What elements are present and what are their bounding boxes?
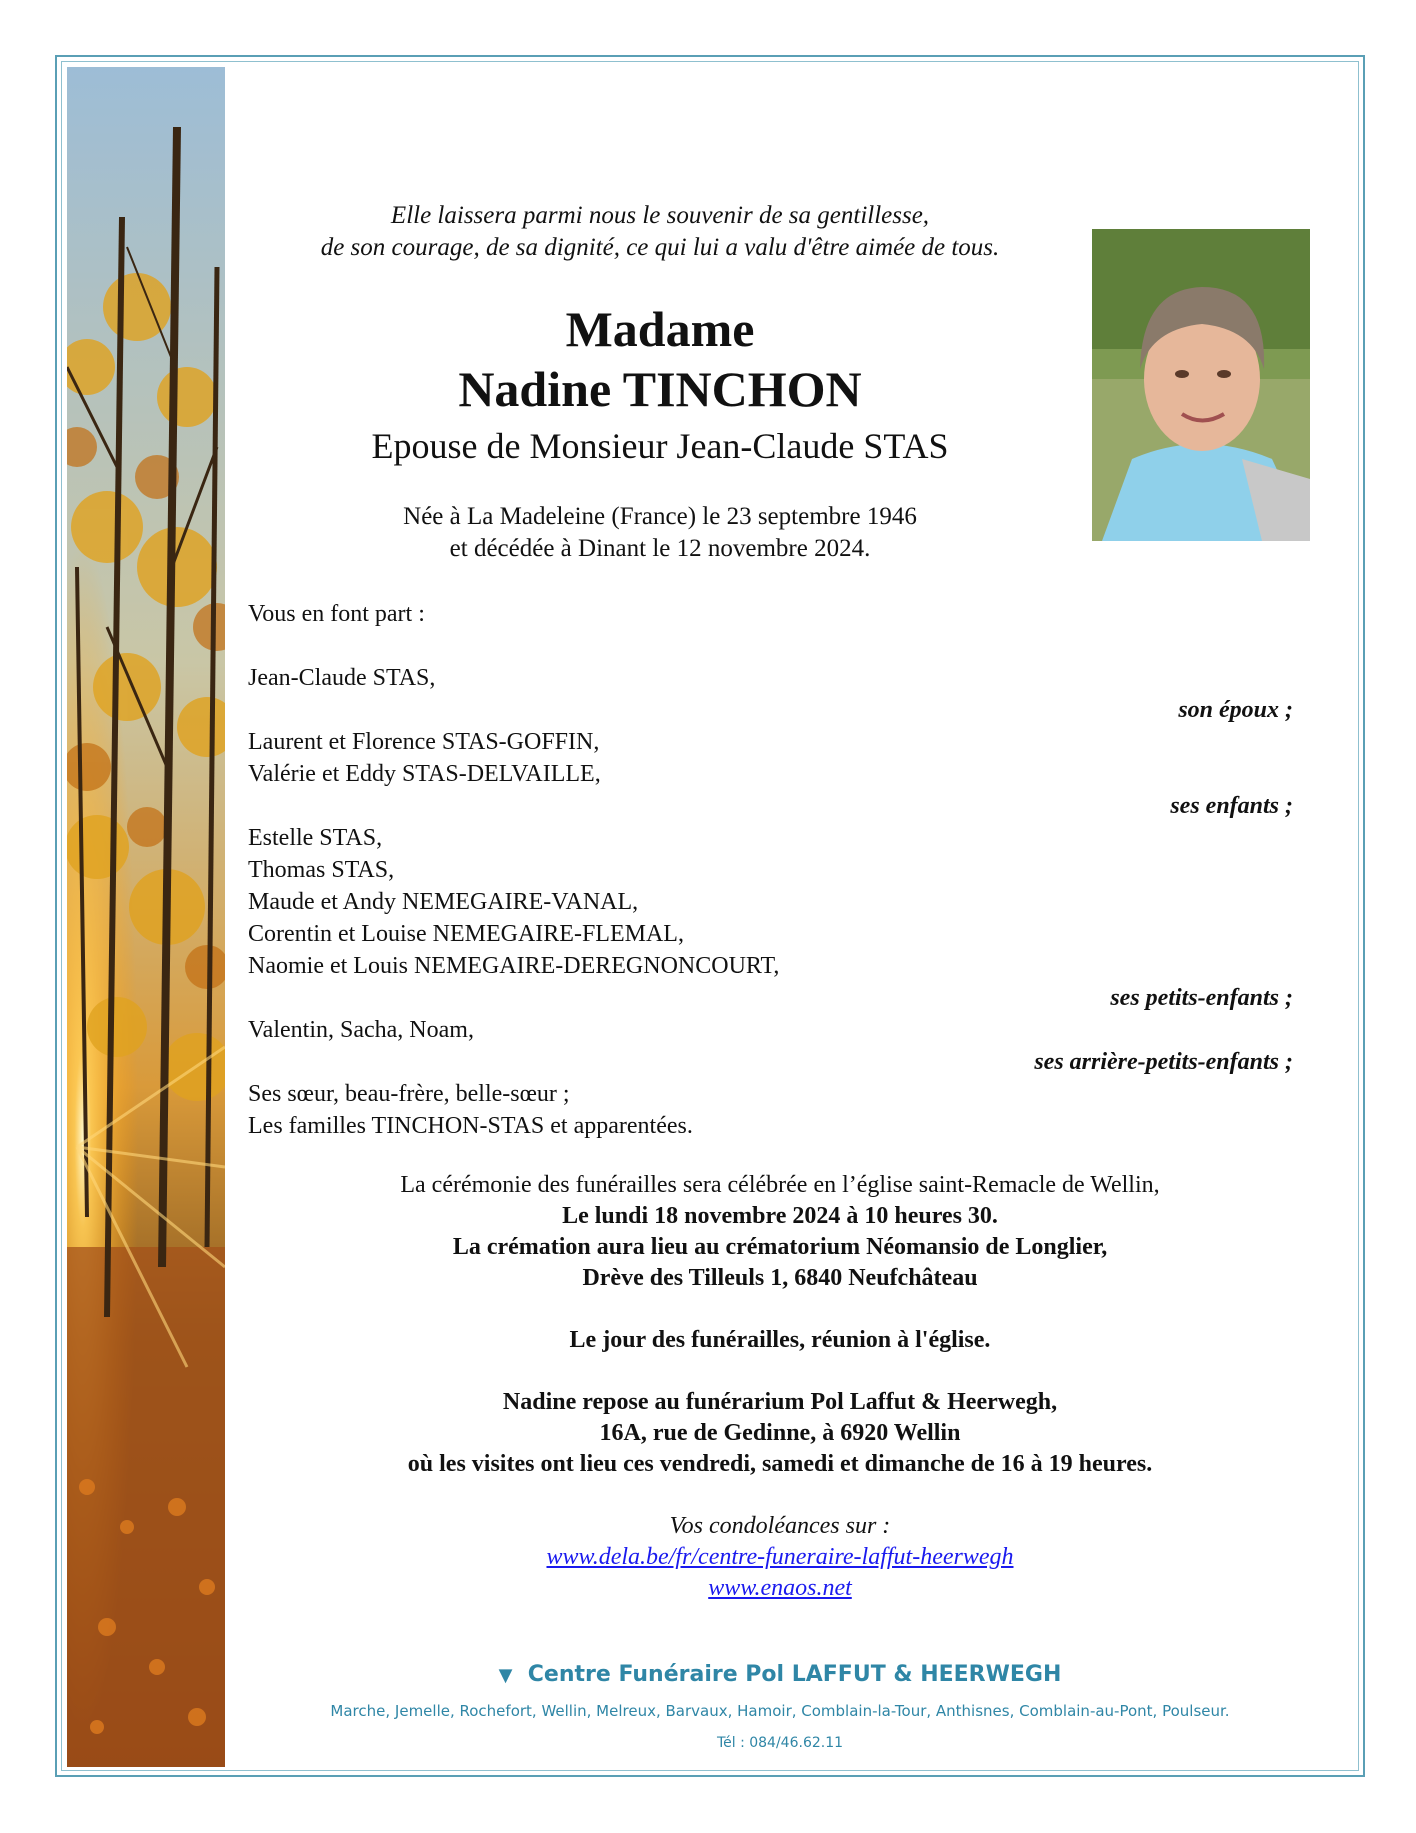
ceremony-line: La cérémonie des funérailles sera célébrée en l’église saint-Remacle de Wellin, [400, 1172, 1160, 1198]
rest-line-1: Nadine repose au funérarium Pol Laffut & Heerwegh, [502, 1389, 1058, 1415]
family-name: Maude et Andy NEMEGAIRE-VANAL, [248, 889, 639, 915]
relation-label: son époux ; [1178, 697, 1293, 723]
family-intro: Vous en font part : [248, 601, 425, 627]
condolences-link-enaos[interactable]: www.enaos.net [708, 1575, 852, 1601]
relation-label: ses enfants ; [1170, 793, 1293, 819]
family-name: Corentin et Louise NEMEGAIRE-FLEMAL, [248, 921, 684, 947]
family-other: Les familles TINCHON-STAS et apparentées. [248, 1113, 693, 1139]
death-line: et décédée à Dinant le 12 novembre 2024. [449, 535, 871, 562]
relation-label: ses arrière-petits-enfants ; [1034, 1049, 1293, 1075]
birth-line: Née à La Madeleine (France) le 23 septembre 1946 [403, 503, 917, 530]
deceased-title: Madame [565, 301, 755, 357]
ceremony-section [250, 1170, 1310, 1604]
company-label: Centre Funéraire Pol LAFFUT & HEERWEGH [527, 1662, 1062, 1687]
triangle-down-icon: ▼ [498, 1665, 513, 1686]
condolences-link-dela[interactable]: www.dela.be/fr/centre-funeraire-laffut-heerwegh [546, 1544, 1014, 1570]
relation-label: ses petits-enfants ; [1110, 985, 1293, 1011]
family-name: Valérie et Eddy STAS-DELVAILLE, [248, 761, 601, 787]
memorial-quote [250, 200, 1070, 264]
cremation-line: La crémation aura lieu au crématorium Néomansio de Longlier, [452, 1234, 1108, 1260]
family-name: Thomas STAS, [248, 857, 395, 883]
condolences-label: Vos condoléances sur : [669, 1513, 891, 1539]
family-name: Naomie et Louis NEMEGAIRE-DEREGNONCOURT, [248, 953, 780, 979]
rest-line-3: où les visites ont lieu ces vendredi, samedi et dimanche de 16 à 19 heures. [407, 1451, 1153, 1477]
spouse-line: Epouse de Monsieur Jean-Claude STAS [371, 426, 949, 466]
company-phone: Tél : 084/46.62.11 [716, 1735, 844, 1751]
family-name: Estelle STAS, [248, 825, 383, 851]
quote-line-1: Elle laissera parmi nous le souvenir de sa gentillesse, [390, 202, 930, 229]
deceased-name: Nadine TINCHON [458, 361, 862, 417]
birth-death-dates [250, 501, 1070, 565]
family-name: Laurent et Florence STAS-GOFFIN, [248, 729, 600, 755]
ceremony-date: Le lundi 18 novembre 2024 à 10 heures 30. [562, 1203, 998, 1229]
condolences-section [250, 1511, 1310, 1604]
family-section [248, 598, 1293, 1142]
company-locations: Marche, Jemelle, Rochefort, Wellin, Melreux, Barvaux, Hamoir, Comblain-la-Tour, Anthisnes, Comblain-au-Pont, Poulseur. [330, 1702, 1230, 1720]
family-name: Valentin, Sacha, Noam, [248, 1017, 474, 1043]
reunion-line: Le jour des funérailles, réunion à l'église. [569, 1327, 991, 1353]
family-name: Jean-Claude STAS, [248, 665, 436, 691]
autumn-forest-image [67, 67, 225, 1767]
rest-line-2: 16A, rue de Gedinne, à 6920 Wellin [599, 1420, 961, 1446]
company-name [250, 1662, 1310, 1687]
family-other: Ses sœur, beau-frère, belle-sœur ; [248, 1081, 570, 1107]
quote-line-2: de son courage, de sa dignité, ce qui lui a valu d'être aimée de tous. [320, 234, 1000, 261]
cremation-address: Drève des Tilleuls 1, 6840 Neufchâteau [582, 1265, 978, 1291]
portrait-photo [1092, 229, 1310, 541]
